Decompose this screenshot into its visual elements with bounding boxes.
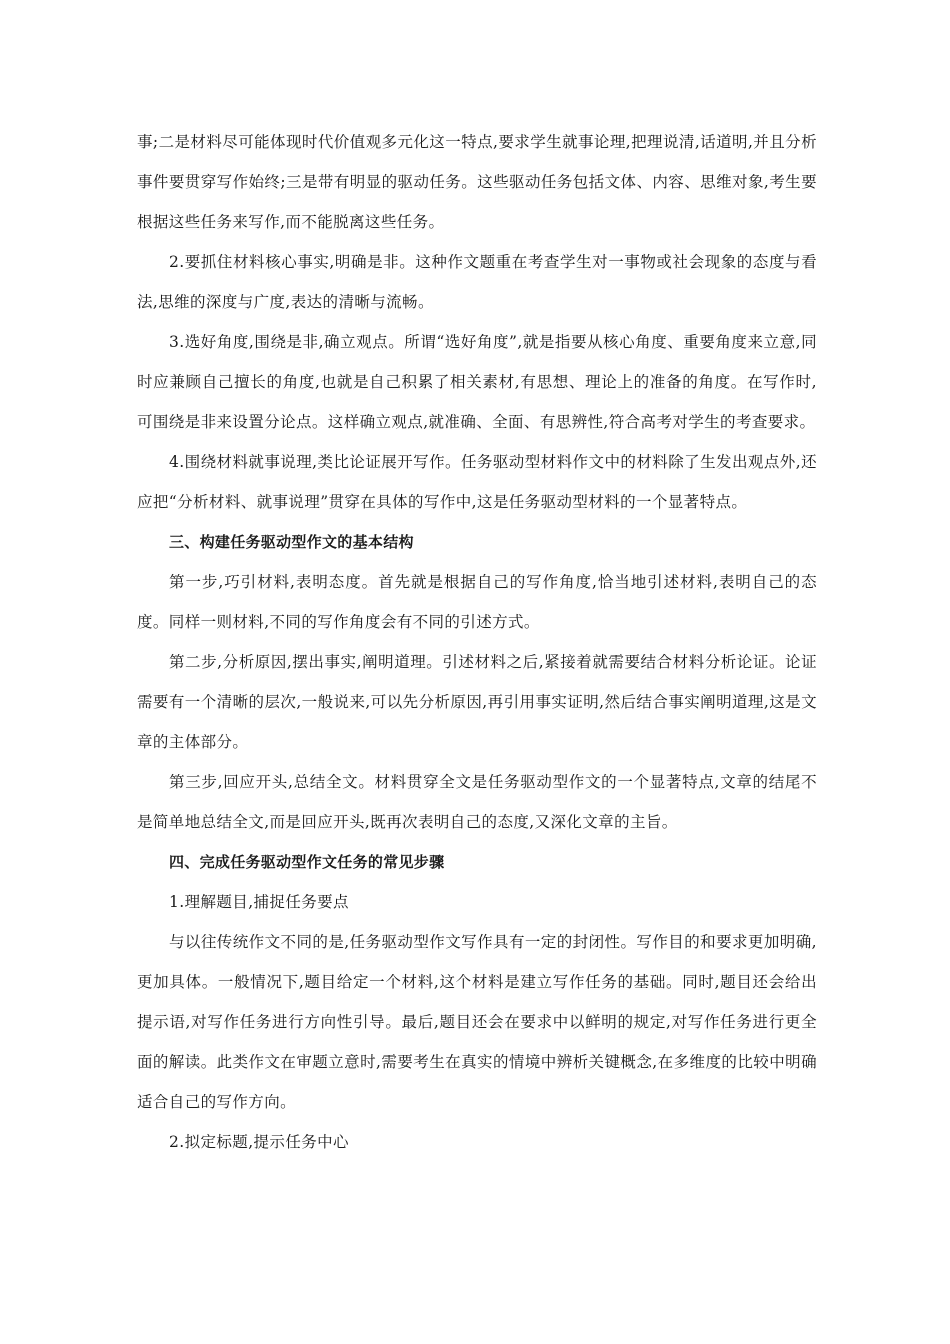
paragraph-point-2: 2.要抓住材料核心事实,明确是非。这种作文题重在考查学生对一事物或社会现象的态度与看法,思维的深度与广度,表达的清晰与流畅。 — [137, 253, 817, 311]
subheading-2: 2.拟定标题,提示任务中心 — [169, 1133, 349, 1151]
subheading-1: 1.理解题目,捕捉任务要点 — [169, 893, 349, 911]
section-heading-4: 四、完成任务驱动型作文任务的常见步骤 — [169, 853, 445, 871]
paragraph-point-3: 3.选好角度,围绕是非,确立观点。所谓“选好角度”,就是指要从核心角度、重要角度来立意,同时应兼顾自己擅长的角度,也就是自己积累了相关素材,有思想、理论上的准备的角度。在写作时,可围绕是非来设置分论点。这样确立观点,就准确、全面、有思辨性,符合高考对学生的考查要求。 — [137, 333, 817, 431]
document-body — [137, 122, 817, 1162]
paragraph-continuation: 事;二是材料尽可能体现时代价值观多元化这一特点,要求学生就事论理,把理说清,话道明,并且分析事件要贯穿写作始终;三是带有明显的驱动任务。这些驱动任务包括文体、内容、思维对象,考生要根据这些任务来写作,而不能脱离这些任务。 — [137, 133, 817, 231]
section-heading-3: 三、构建任务驱动型作文的基本结构 — [169, 533, 414, 551]
paragraph-step-1: 第一步,巧引材料,表明态度。首先就是根据自己的写作角度,恰当地引述材料,表明自己的态度。同样一则材料,不同的写作角度会有不同的引述方式。 — [137, 573, 817, 631]
paragraph-point-4: 4.围绕材料就事说理,类比论证展开写作。任务驱动型材料作文中的材料除了生发出观点外,还应把“分析材料、就事说理”贯穿在具体的写作中,这是任务驱动型材料的一个显著特点。 — [137, 453, 817, 511]
paragraph-step-2: 第二步,分析原因,摆出事实,阐明道理。引述材料之后,紧接着就需要结合材料分析论证。论证需要有一个清晰的层次,一般说来,可以先分析原因,再引用事实证明,然后结合事实阐明道理,这是文章的主体部分。 — [137, 653, 817, 751]
paragraph-understand-topic: 与以往传统作文不同的是,任务驱动型作文写作具有一定的封闭性。写作目的和要求更加明确,更加具体。一般情况下,题目给定一个材料,这个材料是建立写作任务的基础。同时,题目还会给出提示语,对写作任务进行方向性引导。最后,题目还会在要求中以鲜明的规定,对写作任务进行更全面的解读。此类作文在审题立意时,需要考生在真实的情境中辨析关键概念,在多维度的比较中明确适合自己的写作方向。 — [137, 933, 817, 1111]
paragraph-step-3: 第三步,回应开头,总结全文。材料贯穿全文是任务驱动型作文的一个显著特点,文章的结尾不是简单地总结全文,而是回应开头,既再次表明自己的态度,又深化文章的主旨。 — [137, 773, 817, 831]
